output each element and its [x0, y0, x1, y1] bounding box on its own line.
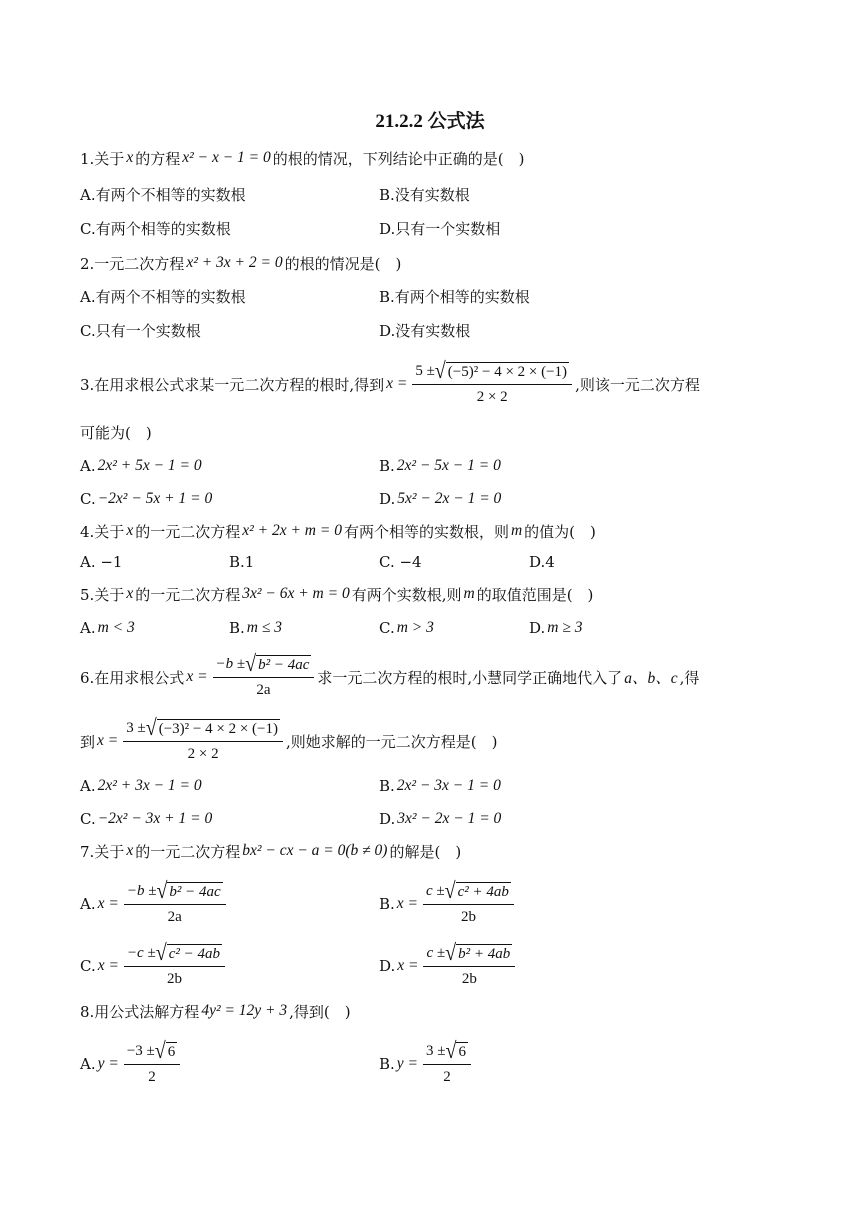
q3-suffix: ,则该一元二次方程 — [575, 375, 700, 394]
q6-denominator: 2a — [256, 682, 271, 698]
q8-a-lhs: y = — [97, 1055, 119, 1072]
q1-prefix: 1.关于 — [80, 149, 125, 168]
q3-b-label: B. — [379, 457, 395, 475]
q3-radicand: (−5)² − 4 × 2 × (−1) — [447, 364, 568, 380]
q5-mid2: 有两个实数根,则 — [351, 585, 462, 604]
q6-radicand2: (−3)² − 4 × 2 × (−1) — [158, 721, 278, 737]
q6-b-label: B. — [379, 777, 395, 795]
q6-fraction — [213, 651, 315, 699]
q3-radical: √ (−5)² − 4 × 2 × (−1) — [434, 358, 568, 384]
q6-d-label: D. — [379, 810, 396, 828]
question-2 — [80, 252, 401, 274]
q4-var: x — [126, 522, 134, 539]
q7-b-radicand: c² + 4ab — [457, 884, 509, 900]
q7-b-pre: c ± — [426, 883, 445, 899]
q7-b-lhs: x = — [396, 895, 419, 912]
q6-num-pre: −b ± — [215, 656, 246, 672]
q4-var2: m — [510, 522, 523, 539]
q3-c-eq: −2x² − 5x + 1 = 0 — [97, 490, 213, 507]
q5-option-a — [80, 617, 137, 639]
q7-option-d — [379, 938, 518, 994]
q7-equation: bx² − cx − a = 0(b ≠ 0) — [242, 842, 388, 859]
q8-equation: 4y² = 12y + 3 — [201, 1002, 288, 1019]
q2-option-c: C.只有一个实数根 — [80, 321, 201, 340]
page-title: 21.2.2 公式法 — [375, 111, 485, 132]
question-4 — [80, 520, 596, 542]
q6-b-eq: 2x² − 3x − 1 = 0 — [396, 777, 501, 794]
question-1 — [80, 147, 524, 169]
q7-c-fraction — [124, 940, 225, 988]
q6-fraction2 — [123, 715, 283, 763]
q6-radicand: b² − 4ac — [258, 657, 310, 673]
q6-num2-pre: 3 ± — [126, 720, 146, 736]
q5-c-expr: m > 3 — [396, 619, 434, 636]
q6-radical2: √ (−3)² − 4 × 2 × (−1) — [145, 715, 278, 741]
q4-option-d: D.4 — [529, 553, 555, 571]
q5-equation: 3x² − 6x + m = 0 — [242, 585, 350, 602]
q8-option-b — [379, 1036, 474, 1092]
q6-lhs: x = — [186, 668, 208, 685]
q8-option-a — [80, 1036, 183, 1092]
q8-b-den: 2 — [443, 1069, 451, 1085]
q8-a-den: 2 — [148, 1069, 156, 1085]
q8-a-pre: −3 ± — [126, 1043, 155, 1059]
q5-prefix: 5.关于 — [80, 585, 125, 604]
q7-b-den: 2b — [460, 909, 476, 925]
q3-option-b — [379, 455, 503, 477]
q6-line2-prefix: 到 — [80, 732, 96, 751]
q4-prefix: 4.关于 — [80, 522, 125, 541]
q6-a-eq: 2x² + 3x − 1 = 0 — [97, 777, 202, 794]
q3-b-eq: 2x² − 5x − 1 = 0 — [396, 457, 501, 474]
q7-d-radicand: b² + 4ab — [458, 946, 511, 962]
question-6 — [80, 648, 699, 706]
q6-suffix: ,得 — [679, 668, 700, 687]
q7-d-den: 2b — [461, 971, 477, 987]
q3-a-eq: 2x² + 5x − 1 = 0 — [97, 457, 202, 474]
q2-option-b: B.有两个相等的实数根 — [379, 287, 530, 306]
q4-option-b: B.1 — [229, 553, 255, 571]
q7-b-label: B. — [379, 895, 395, 913]
q5-var: x — [126, 585, 134, 602]
q5-var2: m — [463, 585, 475, 602]
q6-radical: √ b² − 4ac — [245, 651, 310, 677]
q5-option-b — [229, 617, 284, 639]
q2-option-d: D.没有实数根 — [379, 321, 471, 340]
q1-var: x — [126, 149, 134, 166]
q1-option-b: B.没有实数根 — [379, 185, 470, 204]
q7-a-radicand: b² − 4ac — [169, 884, 221, 900]
q4-option-a: A. −1 — [80, 553, 123, 571]
q6-option-c — [80, 808, 214, 830]
q7-a-den: 2a — [167, 909, 182, 925]
q3-c-label: C. — [80, 490, 96, 508]
q6-option-a — [80, 775, 204, 797]
q7-a-label: A. — [80, 895, 96, 913]
q7-suffix: 的解是( ) — [389, 842, 462, 861]
q6-denominator2: 2 × 2 — [187, 746, 219, 762]
q7-var: x — [126, 842, 134, 859]
q8-a-radicand: 6 — [167, 1044, 176, 1060]
q7-c-lhs: x = — [97, 957, 119, 974]
q5-d-label: D. — [529, 619, 546, 637]
q7-mid: 的一元二次方程 — [135, 842, 241, 861]
q8-a-label: A. — [80, 1055, 96, 1073]
q5-d-expr: m ≥ 3 — [547, 619, 583, 636]
q1-option-d: D.只有一个实数相 — [379, 219, 501, 238]
q8-b-lhs: y = — [396, 1055, 419, 1072]
q2-option-a: A.有两个不相等的实数根 — [80, 287, 246, 306]
q5-b-label: B. — [229, 619, 245, 637]
q3-option-d — [379, 488, 503, 510]
q7-b-fraction — [423, 878, 514, 926]
q6-mid: 求一元二次方程的根时,小慧同学正确地代入了 — [317, 668, 623, 687]
q7-d-fraction — [423, 940, 515, 988]
q3-num-pre: 5 ± — [415, 363, 435, 379]
q3-lhs: x = — [386, 375, 408, 392]
q1-option-c: C.有两个相等的实数根 — [80, 219, 231, 238]
q3-fraction — [412, 358, 572, 406]
q1-equation: x² − x − 1 = 0 — [182, 149, 271, 166]
q7-a-lhs: x = — [97, 895, 119, 912]
q5-suffix: 的取值范围是( ) — [476, 585, 594, 604]
q7-a-fraction — [124, 878, 226, 926]
q8-prefix: 8.用公式法解方程 — [80, 1002, 200, 1021]
q8-b-label: B. — [379, 1055, 395, 1073]
q7-d-pre: c ± — [426, 945, 446, 961]
q2-suffix: 的根的情况是( ) — [284, 254, 402, 273]
q5-c-label: C. — [379, 619, 395, 637]
q6-line2 — [80, 712, 497, 770]
q7-c-radical: √ c² − 4ab — [155, 940, 220, 966]
q7-a-pre: −b ± — [126, 883, 157, 899]
q4-mid: 的一元二次方程 — [135, 522, 241, 541]
q3-option-c — [80, 488, 214, 510]
q4-option-c: C. −4 — [379, 553, 422, 571]
q6-d-eq: 3x² − 2x − 1 = 0 — [397, 810, 502, 827]
q6-c-eq: −2x² − 3x + 1 = 0 — [97, 810, 213, 827]
q8-b-radical: √ 6 — [445, 1038, 466, 1064]
q2-equation: x² + 3x + 2 = 0 — [186, 254, 283, 271]
q6-option-d — [379, 808, 503, 830]
q6-line2-suffix: ,则她求解的一元二次方程是( ) — [285, 732, 498, 751]
q5-a-expr: m < 3 — [97, 619, 135, 636]
q3-d-eq: 5x² − 2x − 1 = 0 — [397, 490, 502, 507]
question-8 — [80, 1000, 351, 1022]
q5-b-expr: m ≤ 3 — [246, 619, 282, 636]
q7-c-radicand: c² − 4ab — [168, 946, 220, 962]
q7-option-c — [80, 938, 228, 994]
q6-a-label: A. — [80, 777, 96, 795]
q7-c-den: 2b — [166, 971, 182, 987]
q5-option-c — [379, 617, 436, 639]
q7-option-a — [80, 876, 229, 932]
q8-a-radical: √ 6 — [154, 1038, 176, 1064]
q4-equation: x² + 2x + m = 0 — [242, 522, 342, 539]
q6-lhs2: x = — [97, 732, 119, 749]
q6-prefix: 6.在用求根公式 — [80, 668, 185, 687]
q1-option-a: A.有两个不相等的实数根 — [80, 185, 246, 204]
q5-option-d — [529, 617, 584, 639]
q7-c-label: C. — [80, 957, 96, 975]
q7-a-radical: √ b² − 4ac — [156, 878, 221, 904]
q3-option-a — [80, 455, 204, 477]
q3-d-label: D. — [379, 490, 396, 508]
q2-prefix: 2.一元二次方程 — [80, 254, 185, 273]
q7-prefix: 7.关于 — [80, 842, 125, 861]
q6-c-label: C. — [80, 810, 96, 828]
q4-suffix: 的值为( ) — [524, 522, 596, 541]
question-5 — [80, 583, 593, 605]
q8-b-fraction — [423, 1038, 471, 1086]
q5-mid: 的一元二次方程 — [135, 585, 241, 604]
q3-prefix: 3.在用求根公式求某一元二次方程的根时,得到 — [80, 375, 385, 394]
q8-suffix: ,得到( ) — [289, 1002, 351, 1021]
q3-a-label: A. — [80, 457, 96, 475]
q8-b-radicand: 6 — [458, 1044, 466, 1060]
q7-d-label: D. — [379, 957, 396, 975]
q7-c-pre: −c ± — [126, 945, 156, 961]
q7-d-radical: √ b² + 4ab — [445, 940, 511, 966]
q6-option-b — [379, 775, 503, 797]
q8-a-fraction — [124, 1038, 180, 1086]
q7-b-radical: √ c² + 4ab — [444, 878, 509, 904]
q7-d-lhs: x = — [397, 957, 419, 974]
question-7 — [80, 840, 461, 862]
q1-suffix: 的根的情况，下列结论中正确的是( ) — [272, 149, 525, 168]
q3-line2: 可能为( ) — [80, 423, 152, 442]
q1-mid: 的方程 — [135, 149, 181, 168]
q6-vars: a、b、c — [624, 670, 678, 687]
question-3 — [80, 352, 700, 416]
q3-denominator: 2 × 2 — [476, 389, 508, 405]
q4-mid2: 有两个相等的实数根，则 — [343, 522, 509, 541]
q7-option-b — [379, 876, 517, 932]
q5-a-label: A. — [80, 619, 96, 637]
q8-b-pre: 3 ± — [426, 1043, 446, 1059]
